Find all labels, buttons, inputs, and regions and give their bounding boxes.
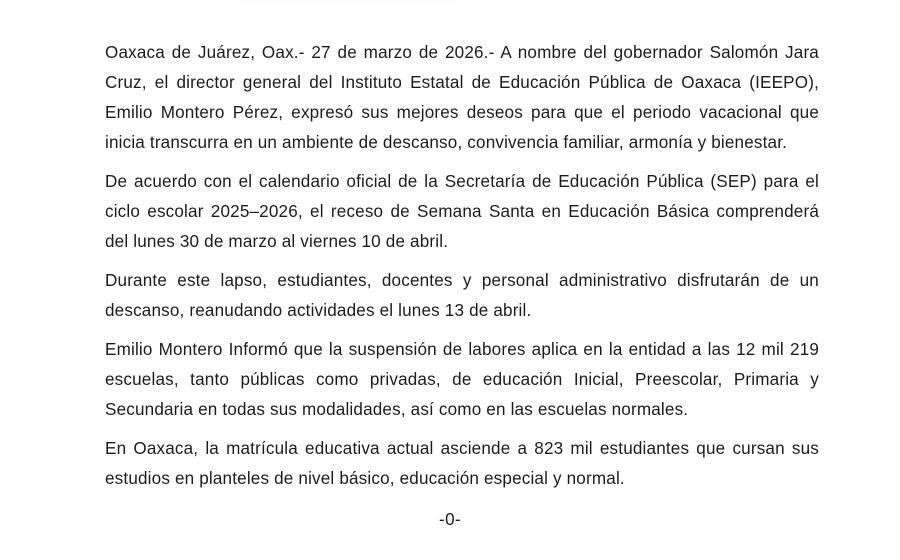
paragraph-dateline: Oaxaca de Juárez, Oax.- 27 de marzo de 2026.- A nombre del gobernador Salomón Jara Cruz, el director general del Instituto Estatal de Educación Pública de Oaxaca (IEEPO), Emilio Montero Pérez, expresó sus mejores deseos para que el periodo vacacional que inicia transcurra en un ambiente de descanso, convivencia familiar, armonía y bienestar. [105,43,819,152]
end-marker: -0- [439,510,461,529]
scan-artifact [240,0,455,4]
document-body [105,38,819,494]
paragraph-break-period: Durante este lapso, estudiantes, docentes y personal administrativo disfrutarán de un descanso, reanudando actividades el lunes 13 de abril. [105,271,819,320]
paragraph-calendar: De acuerdo con el calendario oficial de la Secretaría de Educación Pública (SEP) para el ciclo escolar 2025–2026, el receso de Semana Santa en Educación Básica comprenderá del lunes 30 de marzo al viernes 10 de abril. [105,172,819,251]
paragraph-enrollment: En Oaxaca, la matrícula educativa actual asciende a 823 mil estudiantes que cursan sus estudios en planteles de nivel básico, educación especial y normal. [105,439,819,488]
paragraph-schools-affected: Emilio Montero Informó que la suspensión de labores aplica en la entidad a las 12 mil 219 escuelas, tanto públicas como privadas, de educación Inicial, Preescolar, Primaria y Secundaria en todas sus modalidades, así como en las escuelas normales. [105,340,819,419]
